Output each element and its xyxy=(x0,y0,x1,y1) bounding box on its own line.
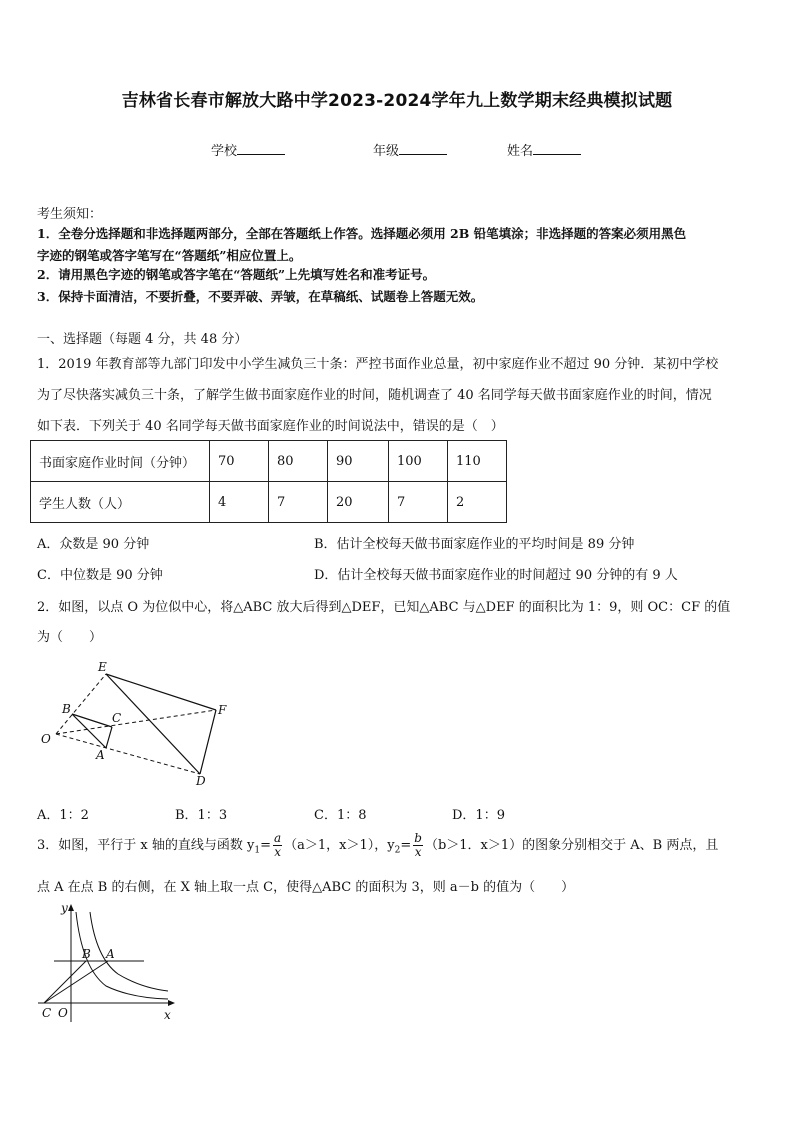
q3-line-2: 点 A 在点 B 的右侧，在 X 轴上取一点 C，使得△ABC 的面积为 3，则 a－b 的值为（ ） xyxy=(37,880,575,895)
table-row xyxy=(31,441,507,482)
q2-option-b: B．1：3 xyxy=(175,808,228,823)
grade-label: 年级 xyxy=(373,144,400,159)
label-d: D xyxy=(196,774,206,788)
table-cell: 4 xyxy=(210,482,269,523)
q3-text-part2: （a＞1，x＞1），y xyxy=(284,838,395,853)
q3-text-part1: 3．如图，平行于 x 轴的直线与函数 y xyxy=(37,838,255,853)
name-blank xyxy=(533,142,581,155)
table-cell: 7 xyxy=(389,482,448,523)
q2-option-a: A．1：2 xyxy=(37,808,89,823)
label-o: O xyxy=(41,732,51,746)
x-axis-arrow xyxy=(168,1000,175,1006)
q3-frac2-den: x xyxy=(414,845,422,859)
segment-ca xyxy=(44,961,108,1003)
label-c: C xyxy=(42,1006,52,1020)
q2-figure xyxy=(34,655,239,790)
q3-frac1-num: a xyxy=(274,831,282,845)
label-a: A xyxy=(106,947,115,961)
label-e: E xyxy=(98,660,107,674)
q3-sub-2: 2 xyxy=(394,845,401,856)
q1-option-d: D．估计全校每天做书面家庭作业的时间超过 90 分钟的有 9 人 xyxy=(314,568,678,583)
label-f: F xyxy=(218,703,227,717)
table-cell: 70 xyxy=(210,441,269,482)
q2-line-2: 为（ ） xyxy=(37,630,103,645)
q1-table xyxy=(30,440,507,523)
school-blank xyxy=(237,142,285,155)
table-header-cell: 书面家庭作业时间（分钟） xyxy=(31,441,210,482)
segment-fd xyxy=(200,710,216,774)
notice-line-2: 2．请用黑色字迹的钢笔或答字笔在“答题纸”上先填写姓名和准考证号。 xyxy=(37,267,436,282)
q1-option-a: A．众数是 90 分钟 xyxy=(37,537,150,552)
table-header-cell: 学生人数（人） xyxy=(31,482,210,523)
curve-y1 xyxy=(90,912,168,991)
q3-fraction-1 xyxy=(273,832,282,859)
ray-od xyxy=(56,734,200,774)
q1-option-b: B．估计全校每天做书面家庭作业的平均时间是 89 分钟 xyxy=(314,537,635,552)
label-a: A xyxy=(96,748,105,762)
table-row xyxy=(31,482,507,523)
q2-line-1: 2．如图，以点 O 为位似中心，将△ABC 放大后得到△DEF，已知△ABC 与△DEF 的面积比为 1：9，则 OC：CF 的值 xyxy=(37,600,731,615)
notice-line-3: 3．保持卡面清洁，不要折叠，不要弄破、弄皱，在草稿纸、试题卷上答题无效。 xyxy=(37,289,484,304)
q3-equals-1: = xyxy=(260,838,271,853)
school-field xyxy=(211,140,285,159)
table-cell: 2 xyxy=(448,482,507,523)
q1-line-2: 为了尽快落实减负三十条，了解学生做书面家庭作业的时间，随机调查了 40 名同学每天做书面家庭作业的时间，情况 xyxy=(37,388,712,403)
table-cell: 80 xyxy=(269,441,328,482)
notice-heading: 考生须知： xyxy=(37,207,103,222)
q3-frac2-num: b xyxy=(414,831,422,845)
label-b: B xyxy=(62,702,71,716)
q3-frac1-den: x xyxy=(274,845,281,859)
table-cell: 110 xyxy=(448,441,507,482)
school-label: 学校 xyxy=(211,144,238,159)
q2-option-c: C．1：8 xyxy=(314,808,367,823)
grade-blank xyxy=(399,142,447,155)
table-cell: 90 xyxy=(328,441,389,482)
q3-line-1 xyxy=(37,832,718,859)
q1-option-c: C．中位数是 90 分钟 xyxy=(37,568,163,583)
q3-text-part3: （b＞1．x＞1）的图象分别相交于 A、B 两点，且 xyxy=(424,838,719,853)
q2-option-d: D．1：9 xyxy=(452,808,505,823)
table-cell: 100 xyxy=(389,441,448,482)
q3-fraction-2 xyxy=(413,832,423,859)
notice-line-1a: 1．全卷分选择题和非选择题两部分，全部在答题纸上作答。选择题必须用 2B 铅笔填涂；非选择题的答案必须用黑色 xyxy=(37,226,687,241)
segment-cb xyxy=(44,961,86,1003)
notice-line-1b: 字迹的钢笔或答字笔写在“答题纸”相应位置上。 xyxy=(37,248,302,263)
q1-line-1: 1．2019 年教育部等九部门印发中小学生减负三十条：严控书面作业总量，初中家庭作业不超过 90 分钟．某初中学校 xyxy=(37,357,719,372)
q3-equals-2: = xyxy=(400,838,412,853)
table-cell: 7 xyxy=(269,482,328,523)
q3-sub-1: 1 xyxy=(254,845,261,856)
section-heading: 一、选择题（每题 4 分，共 48 分） xyxy=(37,332,248,347)
name-label: 姓名 xyxy=(507,144,534,159)
label-x: x xyxy=(164,1008,171,1022)
grade-field xyxy=(373,140,447,159)
page-title: 吉林省长春市解放大路中学2023-2024学年九上数学期末经典模拟试题 xyxy=(121,91,673,111)
segment-ca xyxy=(106,727,112,748)
table-cell: 20 xyxy=(328,482,389,523)
q3-figure xyxy=(36,898,186,1028)
label-c: C xyxy=(112,711,122,725)
label-b: B xyxy=(82,947,91,961)
y-axis-arrow xyxy=(68,904,74,911)
q1-line-3: 如下表．下列关于 40 名同学每天做书面家庭作业的时间说法中，错误的是（ ） xyxy=(37,419,504,434)
name-field xyxy=(507,140,581,159)
label-y: y xyxy=(61,901,68,915)
label-o: O xyxy=(58,1006,68,1020)
